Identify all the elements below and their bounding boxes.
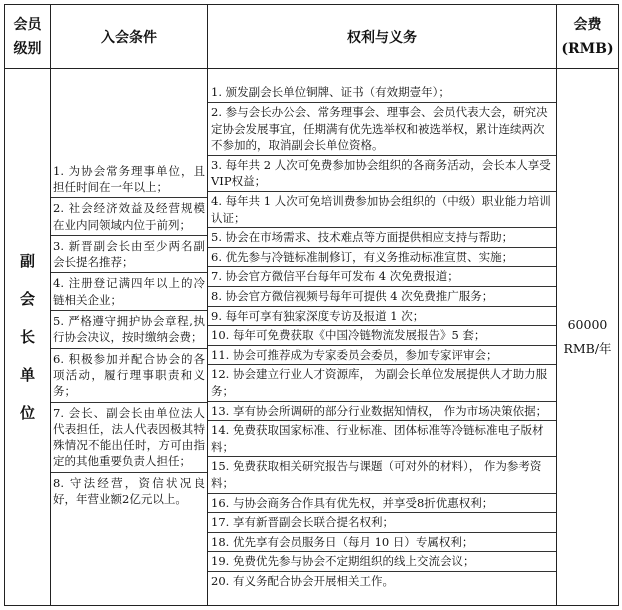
right-item: 20. 有义务配合协会开展相关工作。: [211, 573, 394, 588]
fee-amount: 60000: [567, 317, 608, 332]
right-item: 15. 免费获取相关研究报告与课题（可对外的材料）， 作为参考资料；: [208, 457, 556, 493]
fee-cell: [557, 69, 619, 606]
header-level-line2: 级别: [13, 40, 42, 57]
condition-item: 3. 新晋副会长由至少两名副会长提名推荐；: [51, 238, 207, 274]
condition-item: 8. 守法经营，资信状况良好，年营业额2亿元以上。: [53, 475, 205, 507]
header-rights: 权利与义务: [208, 5, 557, 69]
header-fee: [557, 5, 619, 69]
level-char: 位: [19, 404, 35, 422]
right-item: 17. 享有新晋副会长联合提名权利；: [208, 513, 556, 533]
right-item: 1. 颁发副会长单位铜牌、证书（有效期壹年）；: [208, 83, 556, 103]
rights-cell: [208, 69, 557, 606]
right-item: 11. 协会可推荐成为专家委员会委员，参加专家评审会；: [208, 346, 556, 366]
member-level-cell: [5, 69, 51, 606]
header-fee-line1: 会费: [573, 16, 602, 33]
condition-item: 4. 注册登记满四年以上的冷链相关企业；: [51, 275, 207, 311]
fee-unit: RMB/年: [563, 341, 612, 356]
condition-item: 2. 社会经济效益及经营规模在业内同领域内位于前列；: [51, 200, 207, 236]
right-item: 14. 免费获取国家标准、行业标准、团体标准等冷链标准电子版材料；: [208, 421, 556, 457]
header-conditions: 入会条件: [51, 5, 208, 69]
level-char: 会: [19, 290, 35, 308]
condition-item: 1. 为协会常务理事单位，且担任时间在一年以上；: [51, 163, 207, 199]
header-row: [5, 5, 619, 69]
right-item: 7. 协会官方微信平台每年可发布 4 次免费报道；: [208, 267, 556, 287]
right-item: 3. 每年共 2 人次可免费参加协会组织的各商务活动，会长本人享受VIP权益；: [208, 156, 556, 192]
level-char: 副: [19, 252, 35, 270]
right-item: 10. 每年可免费获取《中国冷链物流发展报告》5 套；: [208, 326, 556, 346]
header-level-line1: 会员: [13, 16, 42, 33]
membership-table: [4, 4, 619, 606]
right-item: 4. 每年共 1 人次可免培训费参加协会组织的（中级）职业能力培训认证；: [208, 192, 556, 228]
level-char: 单: [19, 366, 35, 384]
right-item: 18. 优先享有会员服务日（每月 10 日）专属权利；: [208, 533, 556, 553]
right-item: 8. 协会官方微信视频号每年可提供 4 次免费推广服务；: [208, 287, 556, 307]
header-fee-line2: (RMB): [561, 40, 614, 57]
header-member-level: [5, 5, 51, 69]
conditions-cell: [51, 69, 208, 606]
right-item: 12. 协会建立行业人才资源库， 为副会长单位发展提供人才助力服务；: [208, 365, 556, 401]
condition-item: 5. 严格遵守拥护协会章程,执行协会决议，按时缴纳会费；: [51, 313, 207, 349]
vice-president-row: [5, 69, 619, 606]
right-item: 5. 协会在市场需求、技术难点等方面提供相应支持与帮助；: [208, 228, 556, 248]
right-item: 19. 免费优先参与协会不定期组织的线上交流会议；: [208, 552, 556, 572]
condition-item: 7. 会长、副会长由单位法人代表担任，法人代表因极其特殊情况不能出任时，方可由指定的其他重要负责人担任；: [51, 405, 207, 473]
right-item: 13. 享有协会所调研的部分行业数据知情权， 作为市场决策依据；: [208, 402, 556, 422]
right-item: 16. 与协会商务合作具有优先权，并享受8折优惠权利；: [208, 494, 556, 514]
right-item: 9. 每年可享有独家深度专访及报道 1 次；: [208, 307, 556, 327]
level-char: 长: [19, 328, 35, 346]
condition-item: 6. 积极参加并配合协会的各项活动，履行理事职责和义务；: [51, 351, 207, 403]
right-item: 6. 优先参与冷链标准制修订，有义务推动标准宣贯、实施；: [208, 248, 556, 268]
right-item: 2. 参与会长办公会、常务理事会、理事会、会员代表大会，研究决定协会发展事宜，任期满有优先选举权和被选举权，累计连续两次不参加的，取消副会长单位资格。: [208, 103, 556, 156]
